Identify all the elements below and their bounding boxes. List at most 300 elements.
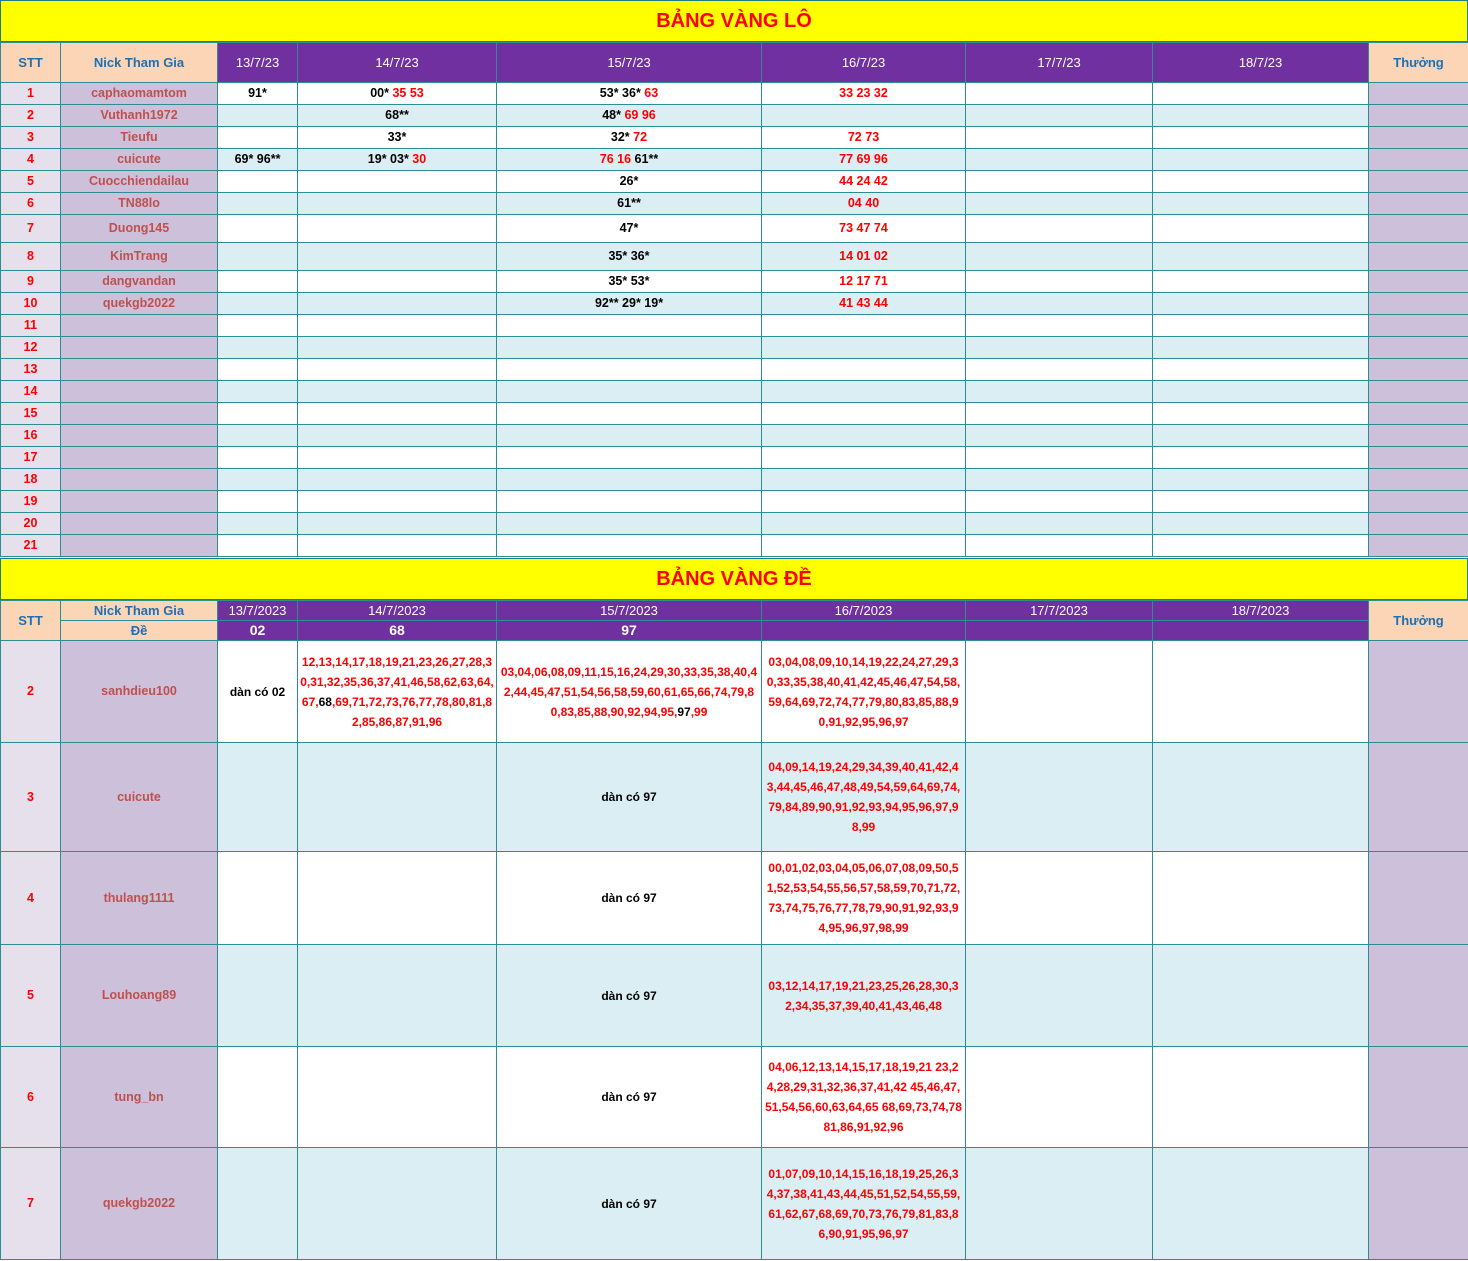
- lo-row-cell: [497, 535, 762, 557]
- lo-row-reward: [1369, 447, 1468, 469]
- lo-row-cell: [966, 469, 1153, 491]
- lo-row-cell: [1153, 193, 1369, 215]
- lo-row-reward: [1369, 381, 1468, 403]
- de-cell-value: ,69,71,72,73,76,77,78,80,81,82,85,86,87,91,96: [331, 694, 493, 729]
- lo-row-cell: [966, 215, 1153, 243]
- lo-table-row: [1, 215, 1468, 243]
- lo-row-nick: KimTrang: [61, 243, 218, 271]
- de-row-cell: [497, 1148, 762, 1260]
- de-result: [966, 621, 1153, 641]
- de-row-cell: [762, 945, 966, 1047]
- lo-row-stt: 14: [1, 381, 61, 403]
- lo-table-row: [1, 381, 1468, 403]
- lo-table-row: [1, 127, 1468, 149]
- lo-header-nick: Nick Tham Gia: [61, 43, 218, 83]
- lo-row-cell: [218, 293, 298, 315]
- lo-table-row: [1, 243, 1468, 271]
- lo-row-nick: Tieufu: [61, 127, 218, 149]
- lo-cell-value: 68**: [385, 108, 409, 122]
- lo-cell-value: 35* 53*: [608, 274, 650, 288]
- lo-row-cell: [218, 315, 298, 337]
- lo-row-cell: [762, 381, 966, 403]
- lo-table-row: [1, 315, 1468, 337]
- lo-cell-value: 33*: [387, 130, 407, 144]
- lo-row-cell: [762, 243, 966, 271]
- lo-row-stt: 3: [1, 127, 61, 149]
- lo-row-reward: [1369, 469, 1468, 491]
- lo-row-cell: [218, 491, 298, 513]
- de-row-cell: [497, 1047, 762, 1148]
- lo-row-cell: [966, 127, 1153, 149]
- lo-row-reward: [1369, 403, 1468, 425]
- lo-row-cell: [497, 127, 762, 149]
- lo-row-cell: [762, 491, 966, 513]
- lo-row-cell: [1153, 315, 1369, 337]
- lo-row-cell: [497, 171, 762, 193]
- lo-header-row: [1, 43, 1468, 83]
- lo-cell-value: 76 16: [599, 152, 632, 166]
- de-row-cell: [1153, 852, 1369, 945]
- de-row-cell: [497, 945, 762, 1047]
- de-row-stt: 2: [1, 641, 61, 743]
- lo-row-stt: 11: [1, 315, 61, 337]
- lo-row-cell: [218, 469, 298, 491]
- lo-row-cell: [1153, 337, 1369, 359]
- de-row-cell: [762, 1148, 966, 1260]
- lo-row-cell: [762, 403, 966, 425]
- lo-row-stt: 6: [1, 193, 61, 215]
- de-row-cell: [762, 1047, 966, 1148]
- de-cell-value: dàn có 97: [601, 988, 657, 1003]
- lo-cell-value: 35* 36*: [608, 249, 650, 263]
- lo-row-reward: [1369, 271, 1468, 293]
- de-row-cell: [1153, 1047, 1369, 1148]
- lo-table-row: [1, 83, 1468, 105]
- lo-table-row: [1, 337, 1468, 359]
- lo-row-cell: [298, 127, 497, 149]
- lo-header-date: 17/7/23: [966, 43, 1153, 83]
- de-row-cell: [497, 641, 762, 743]
- lo-row-cell: [298, 425, 497, 447]
- de-result: 68: [298, 621, 497, 641]
- lo-row-cell: [966, 359, 1153, 381]
- lo-row-cell: [298, 535, 497, 557]
- lo-row-nick: caphaomamtom: [61, 83, 218, 105]
- lo-row-cell: [298, 193, 497, 215]
- lo-row-cell: [298, 171, 497, 193]
- de-row-cell: [218, 1148, 298, 1260]
- de-cell-value: ,99: [690, 704, 708, 719]
- de-row-cell: [218, 852, 298, 945]
- lo-row-cell: [1153, 447, 1369, 469]
- lo-row-cell: [298, 403, 497, 425]
- lo-row-cell: [497, 149, 762, 171]
- lo-row-cell: [218, 381, 298, 403]
- de-table-row: [1, 852, 1468, 945]
- lo-row-cell: [497, 293, 762, 315]
- de-cell-value: dàn có 97: [601, 790, 657, 804]
- lo-row-cell: [497, 83, 762, 105]
- de-cell-value: dàn có 02: [229, 684, 286, 699]
- lo-row-nick: [61, 425, 218, 447]
- lo-row-nick: quekgb2022: [61, 293, 218, 315]
- lo-row-cell: [1153, 469, 1369, 491]
- lo-cell-value: 48*: [602, 108, 621, 122]
- de-result: [762, 621, 966, 641]
- lo-row-cell: [762, 535, 966, 557]
- lo-cell-value: 26*: [619, 174, 639, 188]
- lo-row-cell: [762, 83, 966, 105]
- de-result: 02: [218, 621, 298, 641]
- lo-row-cell: [1153, 149, 1369, 171]
- lo-cell-value: 00*: [370, 86, 389, 100]
- lo-row-reward: [1369, 513, 1468, 535]
- de-table: [0, 600, 1468, 1260]
- lo-row-cell: [762, 293, 966, 315]
- lo-table-row: [1, 513, 1468, 535]
- lo-row-cell: [218, 171, 298, 193]
- de-row-cell: [497, 743, 762, 852]
- de-row-reward: [1369, 945, 1468, 1047]
- lo-row-cell: [497, 105, 762, 127]
- lo-row-reward: [1369, 171, 1468, 193]
- lo-row-reward: [1369, 337, 1468, 359]
- lo-row-cell: [298, 83, 497, 105]
- lo-cell-value: 19* 03*: [367, 152, 409, 166]
- de-row-cell: [298, 1047, 497, 1148]
- lo-table: [0, 42, 1468, 557]
- lo-row-cell: [298, 315, 497, 337]
- lo-row-cell: [966, 193, 1153, 215]
- lo-row-cell: [1153, 127, 1369, 149]
- lo-row-cell: [762, 171, 966, 193]
- lo-table-row: [1, 293, 1468, 315]
- de-cell-value: 04,09,14,19,24,29,34,39,40,41,42,43,44,45,46,47,48,49,54,59,64,69,74,79,84,89,90,91,92,93,94,95,96,97,98,99: [766, 760, 961, 834]
- de-row-cell: [298, 743, 497, 852]
- de-result: [1153, 621, 1369, 641]
- lo-cell-value: 41 43 44: [839, 296, 888, 310]
- lo-row-nick: [61, 381, 218, 403]
- lo-row-cell: [218, 513, 298, 535]
- lo-row-nick: dangvandan: [61, 271, 218, 293]
- lo-row-cell: [1153, 359, 1369, 381]
- lo-cell-value: 14 01 02: [839, 249, 888, 263]
- lo-row-nick: Cuocchiendailau: [61, 171, 218, 193]
- lo-row-cell: [762, 337, 966, 359]
- lo-row-stt: 17: [1, 447, 61, 469]
- lo-row-cell: [966, 381, 1153, 403]
- de-header-reward: Thưởng: [1369, 601, 1468, 641]
- de-row-nick: sanhdieu100: [61, 641, 218, 743]
- de-row-reward: [1369, 743, 1468, 852]
- lo-cell-value: 91*: [248, 86, 267, 100]
- de-title: BẢNG VÀNG ĐỀ: [656, 567, 812, 590]
- lo-cell-value: 30: [408, 152, 427, 166]
- lo-cell-value: 73 47 74: [839, 221, 888, 235]
- de-row-reward: [1369, 641, 1468, 743]
- lo-row-cell: [966, 315, 1153, 337]
- lo-row-stt: 1: [1, 83, 61, 105]
- lo-row-cell: [218, 359, 298, 381]
- lo-row-stt: 20: [1, 513, 61, 535]
- lo-row-nick: [61, 469, 218, 491]
- lo-row-cell: [966, 271, 1153, 293]
- lo-row-cell: [762, 469, 966, 491]
- de-row-stt: 7: [1, 1148, 61, 1260]
- lo-row-nick: [61, 447, 218, 469]
- lo-row-cell: [762, 315, 966, 337]
- de-row-cell: [298, 1148, 497, 1260]
- lo-cell-value: 33 23 32: [839, 86, 888, 100]
- de-row-nick: tung_bn: [61, 1047, 218, 1148]
- de-row-cell: [966, 743, 1153, 852]
- lo-row-cell: [1153, 215, 1369, 243]
- lo-row-cell: [966, 293, 1153, 315]
- de-row-cell: [1153, 1148, 1369, 1260]
- lo-row-cell: [218, 447, 298, 469]
- de-cell-value: dàn có 97: [601, 1090, 657, 1104]
- lo-row-cell: [218, 83, 298, 105]
- lo-row-cell: [218, 271, 298, 293]
- de-row-nick: thulang1111: [61, 852, 218, 945]
- lo-cell-value: 61**: [617, 196, 641, 210]
- lo-row-cell: [966, 447, 1153, 469]
- lo-row-cell: [218, 535, 298, 557]
- lo-row-cell: [1153, 513, 1369, 535]
- lo-title: BẢNG VÀNG LÔ: [656, 9, 812, 32]
- lo-row-stt: 7: [1, 215, 61, 243]
- de-result-row: [1, 621, 1468, 641]
- lo-cell-value: 72: [629, 130, 648, 144]
- lo-row-cell: [497, 425, 762, 447]
- de-cell-value: dàn có 97: [601, 891, 657, 905]
- lo-row-cell: [1153, 425, 1369, 447]
- de-row-cell: [298, 945, 497, 1047]
- lo-cell-value: 35 53: [389, 86, 424, 100]
- lo-row-cell: [497, 491, 762, 513]
- lo-row-cell: [966, 83, 1153, 105]
- lo-row-cell: [966, 425, 1153, 447]
- lo-row-reward: [1369, 105, 1468, 127]
- lo-row-reward: [1369, 315, 1468, 337]
- de-cell-value: 04,06,12,13,14,15,17,18,19,21 23,24,28,29,31,32,36,37,41,42 45,46,47,51,54,56,60,63,64,65 68,69,73,74,78 81,86,91,92,96: [765, 1060, 962, 1134]
- lo-row-cell: [298, 381, 497, 403]
- lo-row-cell: [298, 105, 497, 127]
- de-header-de-label: Đề: [61, 621, 218, 641]
- lo-header-date: 18/7/23: [1153, 43, 1369, 83]
- lo-row-cell: [762, 105, 966, 127]
- lo-row-cell: [966, 403, 1153, 425]
- lo-row-stt: 16: [1, 425, 61, 447]
- de-header-date: 18/7/2023: [1153, 601, 1369, 621]
- de-row-cell: [966, 945, 1153, 1047]
- lo-row-stt: 4: [1, 149, 61, 171]
- de-row-stt: 5: [1, 945, 61, 1047]
- lo-row-cell: [497, 193, 762, 215]
- lo-row-nick: [61, 315, 218, 337]
- lo-row-cell: [762, 127, 966, 149]
- lo-header-reward: Thưởng: [1369, 43, 1468, 83]
- de-row-cell: [218, 641, 298, 743]
- lo-cell-value: 32*: [610, 130, 630, 144]
- de-row-cell: [966, 852, 1153, 945]
- lo-row-stt: 18: [1, 469, 61, 491]
- de-row-cell: [218, 743, 298, 852]
- lo-row-cell: [298, 491, 497, 513]
- lo-row-cell: [218, 193, 298, 215]
- lo-header-date: 16/7/23: [762, 43, 966, 83]
- lo-row-nick: [61, 513, 218, 535]
- lo-row-nick: [61, 491, 218, 513]
- lo-row-cell: [298, 215, 497, 243]
- lo-cell-value: 04 40: [847, 196, 880, 210]
- de-result: 97: [497, 621, 762, 641]
- lo-row-cell: [1153, 105, 1369, 127]
- de-row-stt: 4: [1, 852, 61, 945]
- lo-row-cell: [298, 469, 497, 491]
- lo-row-cell: [497, 271, 762, 293]
- de-cell-value: 00,01,02,03,04,05,06,07,08,09,50,51,52,53,54,55,56,57,58,59,70,71,72,73,74,75,76,77,78,79,90,91,92,93,94,95,96,97,98,99: [766, 861, 961, 935]
- lo-row-cell: [966, 171, 1153, 193]
- lo-row-cell: [218, 425, 298, 447]
- lo-row-cell: [298, 337, 497, 359]
- lo-table-row: [1, 535, 1468, 557]
- lo-cell-value: 92** 29* 19*: [594, 296, 664, 310]
- lo-row-cell: [218, 105, 298, 127]
- lo-row-reward: [1369, 149, 1468, 171]
- lo-row-nick: [61, 359, 218, 381]
- lo-row-cell: [1153, 243, 1369, 271]
- lo-row-stt: 8: [1, 243, 61, 271]
- lo-row-stt: 13: [1, 359, 61, 381]
- lo-table-row: [1, 403, 1468, 425]
- de-header-nick: Nick Tham Gia: [61, 601, 218, 621]
- lo-row-cell: [762, 215, 966, 243]
- lo-row-cell: [762, 193, 966, 215]
- de-cell-value: dàn có 97: [601, 1196, 657, 1211]
- lo-table-row: [1, 469, 1468, 491]
- lo-table-row: [1, 171, 1468, 193]
- de-row-cell: [1153, 945, 1369, 1047]
- lo-table-row: [1, 359, 1468, 381]
- de-table-row: [1, 1148, 1468, 1260]
- lo-row-reward: [1369, 425, 1468, 447]
- lo-row-nick: [61, 337, 218, 359]
- lo-table-row: [1, 491, 1468, 513]
- lo-row-cell: [1153, 293, 1369, 315]
- de-row-cell: [762, 852, 966, 945]
- lo-row-reward: [1369, 83, 1468, 105]
- de-header-stt: STT: [1, 601, 61, 641]
- lo-row-nick: Duong145: [61, 215, 218, 243]
- de-row-cell: [762, 743, 966, 852]
- de-row-nick: cuicute: [61, 743, 218, 852]
- lo-row-stt: 19: [1, 491, 61, 513]
- lo-table-row: [1, 271, 1468, 293]
- lo-row-cell: [497, 381, 762, 403]
- lo-row-cell: [218, 403, 298, 425]
- lo-row-cell: [497, 215, 762, 243]
- de-cell-value: 12,13,14,17,18,19,21,23,26,27,28,30,31,32,35,36,37,41,46,58,62,63,64,67,: [300, 654, 494, 709]
- lo-header-date: 14/7/23: [298, 43, 497, 83]
- lo-row-cell: [497, 447, 762, 469]
- lo-row-reward: [1369, 491, 1468, 513]
- lo-row-cell: [1153, 171, 1369, 193]
- lo-row-reward: [1369, 193, 1468, 215]
- lo-row-cell: [966, 513, 1153, 535]
- de-header-date: 14/7/2023: [298, 601, 497, 621]
- de-row-reward: [1369, 1148, 1468, 1260]
- lo-title-banner: [0, 0, 1468, 42]
- lo-row-cell: [966, 491, 1153, 513]
- de-header-date: 13/7/2023: [218, 601, 298, 621]
- lo-row-cell: [966, 149, 1153, 171]
- lo-row-cell: [497, 403, 762, 425]
- de-header-date: 17/7/2023: [966, 601, 1153, 621]
- lo-row-cell: [966, 243, 1153, 271]
- lo-row-nick: [61, 535, 218, 557]
- lo-row-reward: [1369, 215, 1468, 243]
- de-row-reward: [1369, 1047, 1468, 1148]
- lo-row-cell: [1153, 535, 1369, 557]
- lo-row-cell: [762, 425, 966, 447]
- lo-row-cell: [218, 127, 298, 149]
- de-row-cell: [1153, 641, 1369, 743]
- de-table-row: [1, 945, 1468, 1047]
- lo-row-stt: 10: [1, 293, 61, 315]
- de-cell-value: 68: [318, 694, 332, 709]
- lo-header-stt: STT: [1, 43, 61, 83]
- de-row-nick: Louhoang89: [61, 945, 218, 1047]
- de-row-stt: 6: [1, 1047, 61, 1148]
- lo-row-reward: [1369, 359, 1468, 381]
- de-header-date: 15/7/2023: [497, 601, 762, 621]
- lo-cell-value: 61**: [631, 152, 659, 166]
- lo-table-row: [1, 193, 1468, 215]
- de-row-cell: [966, 1047, 1153, 1148]
- lo-row-cell: [298, 513, 497, 535]
- lo-table-row: [1, 105, 1468, 127]
- lo-row-reward: [1369, 293, 1468, 315]
- lo-row-stt: 15: [1, 403, 61, 425]
- lo-row-stt: 5: [1, 171, 61, 193]
- lo-row-cell: [218, 149, 298, 171]
- de-row-cell: [218, 945, 298, 1047]
- lo-row-cell: [966, 105, 1153, 127]
- lo-row-cell: [762, 359, 966, 381]
- lo-row-stt: 2: [1, 105, 61, 127]
- lo-row-cell: [966, 535, 1153, 557]
- de-row-cell: [298, 641, 497, 743]
- lo-row-reward: [1369, 127, 1468, 149]
- lo-row-cell: [497, 315, 762, 337]
- lo-row-cell: [497, 243, 762, 271]
- lo-row-nick: cuicute: [61, 149, 218, 171]
- lo-row-cell: [966, 337, 1153, 359]
- de-row-stt: 3: [1, 743, 61, 852]
- lo-row-stt: 9: [1, 271, 61, 293]
- de-row-cell: [1153, 743, 1369, 852]
- lo-cell-value: 63: [640, 86, 659, 100]
- de-header-row: [1, 601, 1468, 621]
- de-row-nick: quekgb2022: [61, 1148, 218, 1260]
- lo-table-row: [1, 447, 1468, 469]
- lo-row-cell: [497, 359, 762, 381]
- lo-cell-value: 69* 96**: [234, 152, 281, 166]
- de-cell-value: 03,04,08,09,10,14,19,22,24,27,29,30,33,35,38,40,41,42,45,46,47,54,58,59,64,69,72,74,77,79,80,83,85,88,90,91,92,95,96,97: [766, 654, 961, 729]
- de-table-row: [1, 1047, 1468, 1148]
- lo-row-cell: [1153, 491, 1369, 513]
